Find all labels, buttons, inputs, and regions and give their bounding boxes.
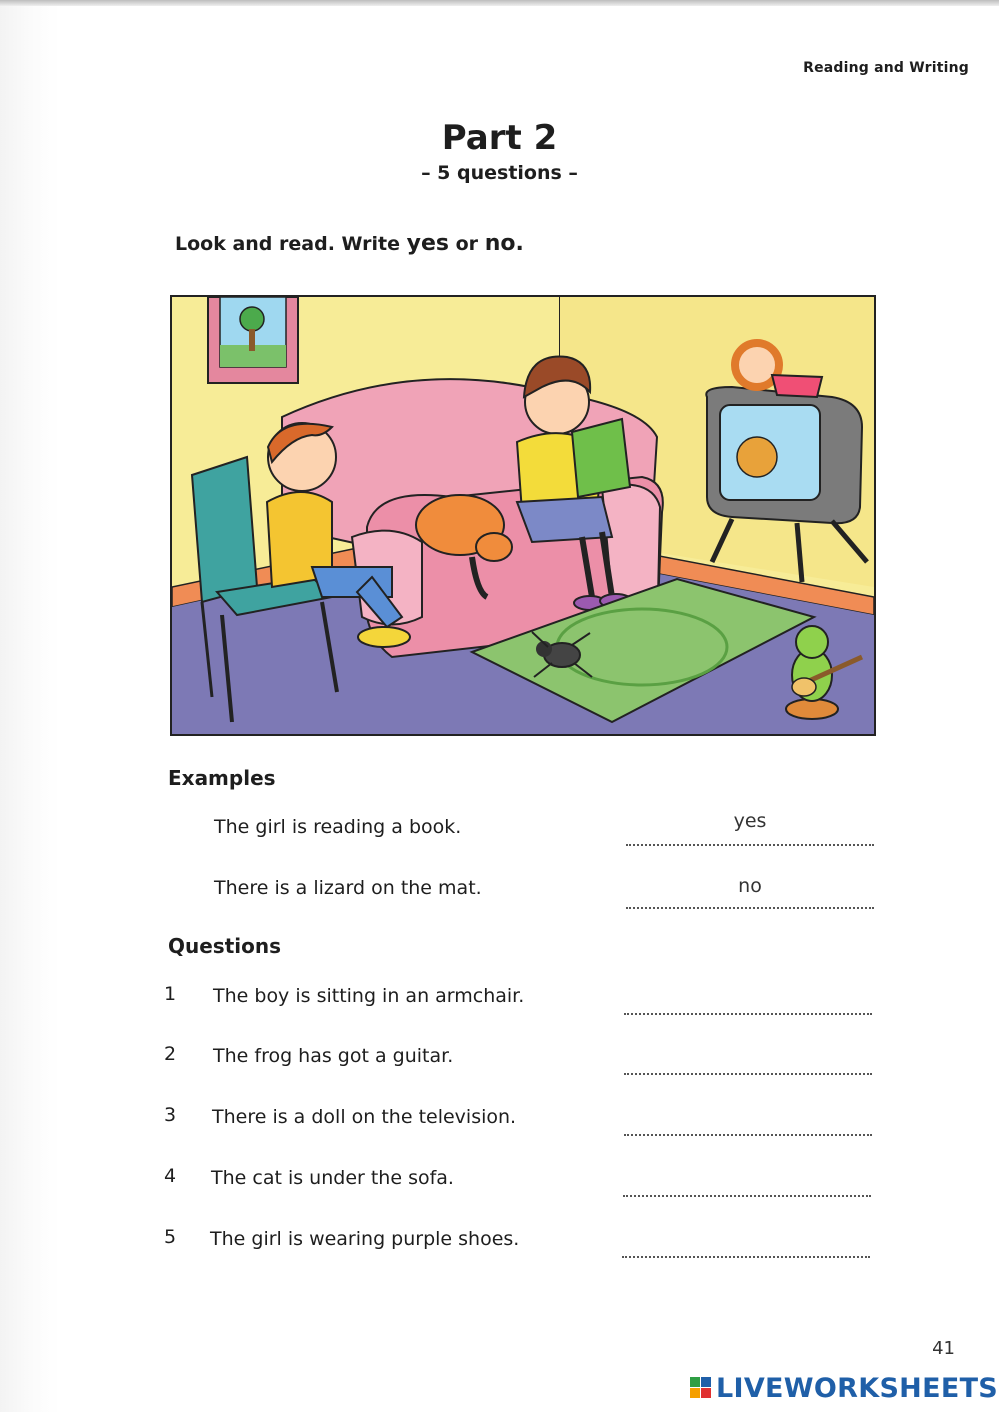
liveworksheets-brand: LIVEWORKSHEETS [716,1372,999,1404]
question-number: 5 [164,1226,177,1248]
question-sentence: The cat is under the sofa. [211,1167,454,1189]
instruction-yes: yes [406,231,449,256]
answer-line[interactable] [624,1114,872,1136]
question-sentence: The frog has got a guitar. [213,1045,454,1067]
example-sentence: The girl is reading a book. [214,816,462,838]
wall-picture [208,297,298,383]
living-room-illustration [172,297,874,734]
page-top-edge [0,0,999,6]
question-number: 4 [164,1165,177,1187]
instruction [175,231,524,256]
questions-heading: Questions [168,934,282,958]
question-sentence: There is a doll on the television. [212,1106,517,1128]
answer-line[interactable] [624,1053,872,1075]
section-label: Reading and Writing [803,60,969,76]
question-row [0,1102,999,1142]
living-room-picture [170,295,876,736]
answer-line[interactable] [623,1175,871,1197]
instruction-or: or [455,233,479,255]
question-row [0,981,999,1021]
instruction-prefix: Look and read. Write [175,233,401,255]
answer-line[interactable] [624,993,872,1015]
question-number: 1 [164,983,177,1005]
question-number: 3 [164,1104,177,1126]
liveworksheets-logo [690,1372,998,1404]
part-subtitle: – 5 questions – [421,162,578,184]
example-answer: yes [733,810,767,832]
example-row [0,812,999,852]
question-row [0,1163,999,1203]
liveworksheets-icon [690,1377,712,1399]
part-title: Part 2 [441,118,558,158]
page-number: 41 [932,1338,955,1359]
question-sentence: The girl is wearing purple shoes. [210,1228,520,1250]
instruction-no: no. [484,231,524,256]
question-row [0,1041,999,1081]
example-row [0,873,999,913]
question-sentence: The boy is sitting in an armchair. [213,985,525,1007]
question-row [0,1224,999,1264]
example-sentence: There is a lizard on the mat. [214,877,482,899]
example-answer: no [738,875,762,897]
answer-line[interactable] [622,1236,870,1258]
examples-heading: Examples [168,766,276,790]
question-number: 2 [164,1043,177,1065]
